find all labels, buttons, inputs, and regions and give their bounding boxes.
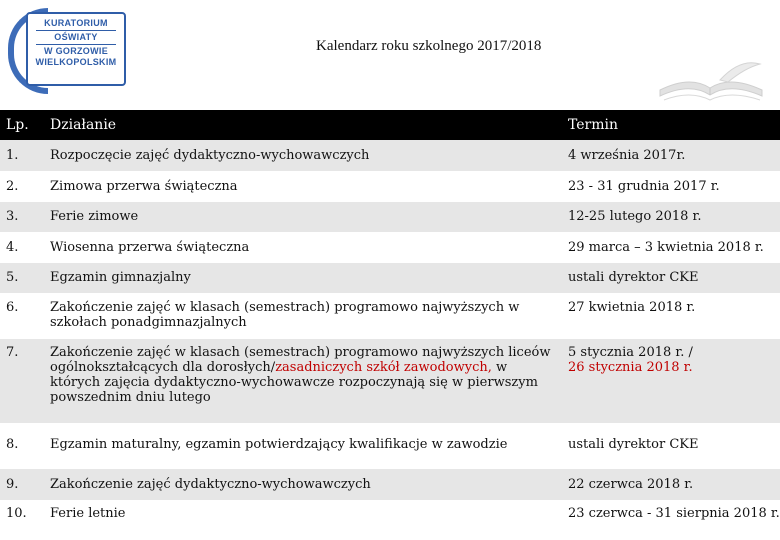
row-action: Egzamin gimnazjalny [50, 270, 191, 285]
table-row [0, 171, 780, 202]
row-action-highlight: zasadniczych szkół zawodowych, [275, 360, 492, 375]
logo-line-4: WIELKOPOLSKIM [35, 57, 117, 67]
row-lp: 7. [6, 345, 19, 360]
kuratorium-logo [4, 6, 154, 98]
row-lp: 10. [6, 506, 27, 521]
logo-box [26, 12, 126, 86]
row-term: 4 września 2017r. [568, 148, 686, 163]
row-action: Rozpoczęcie zajęć dydaktyczno-wychowawczych [50, 148, 370, 163]
row-lp: 6. [6, 300, 19, 315]
row-action: Ferie letnie [50, 506, 126, 521]
table-row [0, 263, 780, 293]
table-row [0, 232, 780, 263]
header-term: Termin [568, 116, 618, 133]
row-term: ustali dyrektor CKE [568, 270, 699, 285]
table-row [0, 469, 780, 500]
table-row [0, 339, 780, 423]
row-term: ustali dyrektor CKE [568, 437, 699, 452]
row-action: Zimowa przerwa świąteczna [50, 179, 238, 194]
row-lp: 2. [6, 179, 19, 194]
row-action-part: Zakończenie zajęć w klasach (semestrach) programowo najwyższych liceów ogólnokształcących dla dorosłych/ [50, 345, 551, 375]
calendar-table [0, 110, 780, 530]
table-row [0, 423, 780, 469]
row-term-highlight: 26 stycznia 2018 r. [568, 360, 693, 375]
row-lp: 3. [6, 209, 19, 224]
page-title: Kalendarz roku szkolnego 2017/2018 [316, 38, 542, 54]
row-lp: 5. [6, 270, 19, 285]
header-action: Działanie [50, 116, 117, 133]
row-term: 27 kwietnia 2018 r. [568, 300, 696, 315]
row-term: 22 czerwca 2018 r. [568, 477, 694, 492]
table-row [0, 500, 780, 530]
logo-line-3: W GORZOWIE [44, 46, 108, 56]
row-lp: 1. [6, 148, 19, 163]
row-term: 12-25 lutego 2018 r. [568, 209, 702, 224]
row-term: 23 czerwca - 31 sierpnia 2018 r. [568, 506, 780, 521]
row-action: Zakończenie zajęć dydaktyczno-wychowawczych [50, 477, 371, 492]
row-lp: 9. [6, 477, 19, 492]
row-action: Egzamin maturalny, egzamin potwierdzający kwalifikacje w zawodzie [50, 437, 508, 452]
header-lp: Lp. [6, 116, 29, 133]
row-action-part: w których zajęcia dydaktyczno-wychowawcze rozpoczynają się w pierwszym powszednim dniu lutego [50, 360, 538, 405]
table-row [0, 202, 780, 232]
row-action: Zakończenie zajęć w klasach (semestrach) programowo najwyższych w szkołach ponadgimnazjalnych [50, 300, 520, 330]
logo-line-1: KURATORIUM [44, 18, 108, 28]
row-term: 29 marca – 3 kwietnia 2018 r. [568, 240, 764, 255]
row-term: 23 - 31 grudnia 2017 r. [568, 179, 720, 194]
table-header-row [0, 110, 780, 140]
row-term-part: 5 stycznia 2018 r. / [568, 345, 693, 360]
logo-line-2: OŚWIATY [54, 32, 98, 42]
row-action [50, 345, 562, 405]
row-lp: 8. [6, 437, 19, 452]
row-term [562, 345, 780, 375]
row-action: Ferie zimowe [50, 209, 139, 224]
table-row [0, 140, 780, 171]
row-lp: 4. [6, 240, 19, 255]
table-row [0, 293, 780, 339]
header [0, 0, 780, 112]
open-book-icon [650, 50, 770, 110]
row-action: Wiosenna przerwa świąteczna [50, 240, 250, 255]
